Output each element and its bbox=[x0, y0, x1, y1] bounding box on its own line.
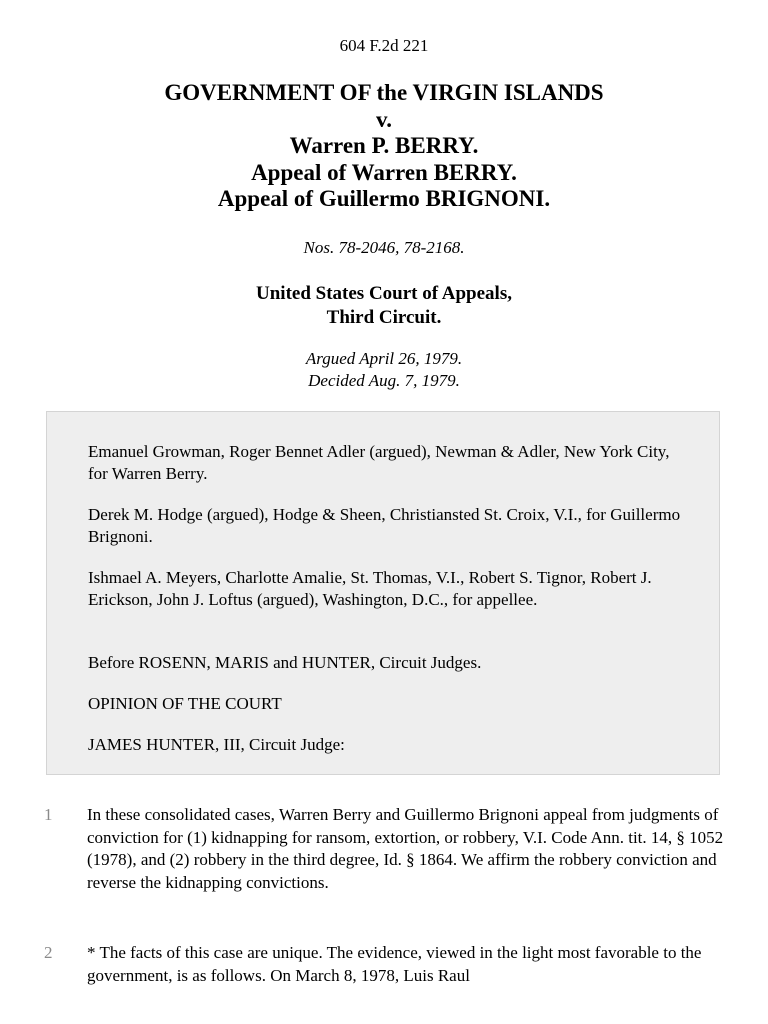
title-line-versus: v. bbox=[376, 106, 392, 132]
case-dates bbox=[0, 348, 768, 392]
paragraph-text: * The facts of this case are unique. The evidence, viewed in the light most favorable to the government, is as follows. On March 8, 1978, Luis Raul bbox=[87, 943, 702, 985]
title-line-defendant: Warren P. BERRY. bbox=[289, 133, 479, 158]
docket-numbers: Nos. 78-2046, 78-2168. bbox=[303, 238, 465, 257]
case-citation: 604 F.2d 221 bbox=[339, 36, 429, 55]
case-title bbox=[0, 80, 768, 213]
paragraph-number: 2 bbox=[44, 943, 53, 962]
counsel-appellee: Ishmael A. Meyers, Charlotte Amalie, St. Thomas, V.I., Robert S. Tignor, Robert J. Erickson, John J. Loftus (argued), Washington, D.C., for appellee. bbox=[88, 568, 652, 609]
counsel-berry: Emanuel Growman, Roger Bennet Adler (argued), Newman & Adler, New York City, for Warren Berry. bbox=[88, 442, 670, 483]
opinion-author: JAMES HUNTER, III, Circuit Judge: bbox=[88, 735, 345, 754]
opinion-heading: OPINION OF THE COURT bbox=[88, 694, 282, 713]
decided-date: Decided Aug. 7, 1979. bbox=[308, 371, 460, 390]
court-line-1: United States Court of Appeals, bbox=[256, 283, 512, 304]
paragraph-text: In these consolidated cases, Warren Berry and Guillermo Brignoni appeal from judgments of conviction for (1) kidnapping for ransom, extortion, or robbery, V.I. Code Ann. tit. 14, § 1052 (1978), and (2) robbery in the third degree, Id. § 1864. We affirm the robbery conviction and reverse the kidnapping convictions. bbox=[87, 805, 724, 892]
court-line-2: Third Circuit. bbox=[326, 307, 442, 328]
court-name bbox=[0, 282, 768, 330]
title-line-appeal-berry: Appeal of Warren BERRY. bbox=[251, 159, 517, 185]
title-line-government: GOVERNMENT OF the VIRGIN ISLANDS bbox=[164, 80, 604, 105]
argued-date: Argued April 26, 1979. bbox=[305, 349, 463, 368]
title-line-appeal-brignoni: Appeal of Guillermo BRIGNONI. bbox=[217, 186, 551, 211]
counsel-brignoni: Derek M. Hodge (argued), Hodge & Sheen, Christiansted St. Croix, V.I., for Guillermo Brignoni. bbox=[88, 505, 681, 546]
counsel-panel bbox=[46, 411, 720, 775]
paragraph-number: 1 bbox=[44, 805, 53, 824]
panel-judges: Before ROSENN, MARIS and HUNTER, Circuit Judges. bbox=[88, 653, 482, 672]
